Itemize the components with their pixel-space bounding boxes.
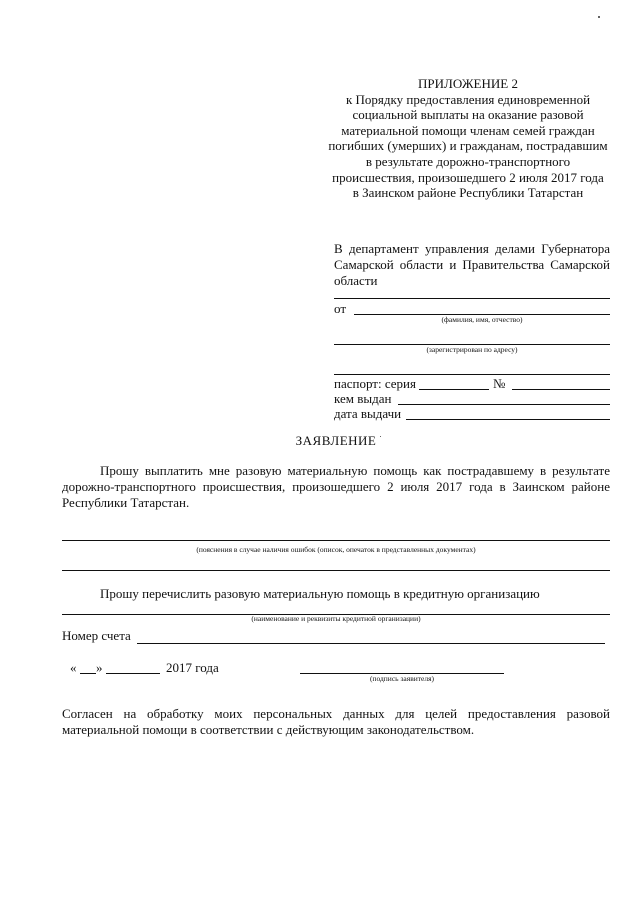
issued-by-field[interactable]	[398, 404, 610, 405]
address-field-2[interactable]	[334, 374, 610, 375]
errors-field[interactable]	[62, 540, 610, 541]
appendix-line: материальной помощи членам семей граждан	[341, 122, 595, 138]
appendix-line: социальной выплаты на оказание разовой	[352, 107, 584, 123]
issue-date-label: дата выдачи	[334, 406, 402, 421]
appendix-line: в Заинском районе Республики Татарстан	[352, 185, 584, 201]
passport-number-field[interactable]	[512, 389, 610, 390]
account-field[interactable]	[137, 643, 605, 644]
transfer-paragraph: Прошу перечислить разовую материальную помощь в кредитную организацию	[100, 586, 540, 601]
appendix-line: к Порядку предоставления единовременной	[345, 91, 591, 107]
appendix-header	[318, 76, 618, 201]
addressee-blank-line[interactable]	[334, 298, 610, 299]
appendix-line: в результате дорожно-транспортного	[365, 153, 571, 169]
date-close-quote: »	[96, 660, 103, 675]
issued-by-label: кем выдан	[334, 391, 392, 406]
appendix-line: происшествия, произошедшего 2 июля 2017 года	[332, 169, 604, 185]
bank-hint: (наименование и реквизиты кредитной организации)	[251, 614, 421, 623]
scan-speck	[598, 16, 600, 18]
signature-hint: (подпись заявителя)	[369, 674, 435, 683]
passport-series-label: паспорт: серия	[334, 376, 416, 391]
consent-paragraph: Согласен на обработку моих персональных данных для целей предоставления разовой материальной помощи в соответствии с действующим законодательством.	[62, 706, 610, 737]
date-year: 2017 года	[166, 660, 219, 675]
errors-field-2[interactable]	[62, 570, 610, 571]
date-open-quote: «	[70, 660, 77, 675]
passport-series-field[interactable]	[419, 389, 489, 390]
issue-date-field[interactable]	[406, 419, 610, 420]
fio-hint: (фамилия, имя, отчество)	[441, 315, 523, 324]
scan-speck	[380, 436, 381, 437]
errors-hint: (пояснения в случае наличия ошибок (описок, опечаток в представленных документах)	[196, 545, 476, 554]
date-day-field[interactable]	[80, 673, 96, 674]
account-label: Номер счета	[62, 628, 131, 643]
passport-number-label: №	[493, 376, 506, 391]
document-heading: ЗАЯВЛЕНИЕ	[295, 433, 377, 448]
appendix-title: ПРИЛОЖЕНИЕ 2	[418, 76, 518, 91]
appendix-line: погибших (умерших) и гражданам, пострадавшим	[328, 138, 608, 154]
from-label: от	[334, 301, 347, 316]
date-month-field[interactable]	[106, 673, 160, 674]
addressee-text: В департамент управления делами Губернатора Самарской области и Правительства Самарской области	[334, 241, 610, 288]
request-paragraph: Прошу выплатить мне разовую материальную помощь как пострадавшему в результате дорожно-транспортного происшествия, произошедшего 2 июля 2017 года в Заинском районе Республики Татарстан.	[62, 463, 610, 510]
address-hint: (зарегистрирован по адресу)	[426, 345, 518, 354]
